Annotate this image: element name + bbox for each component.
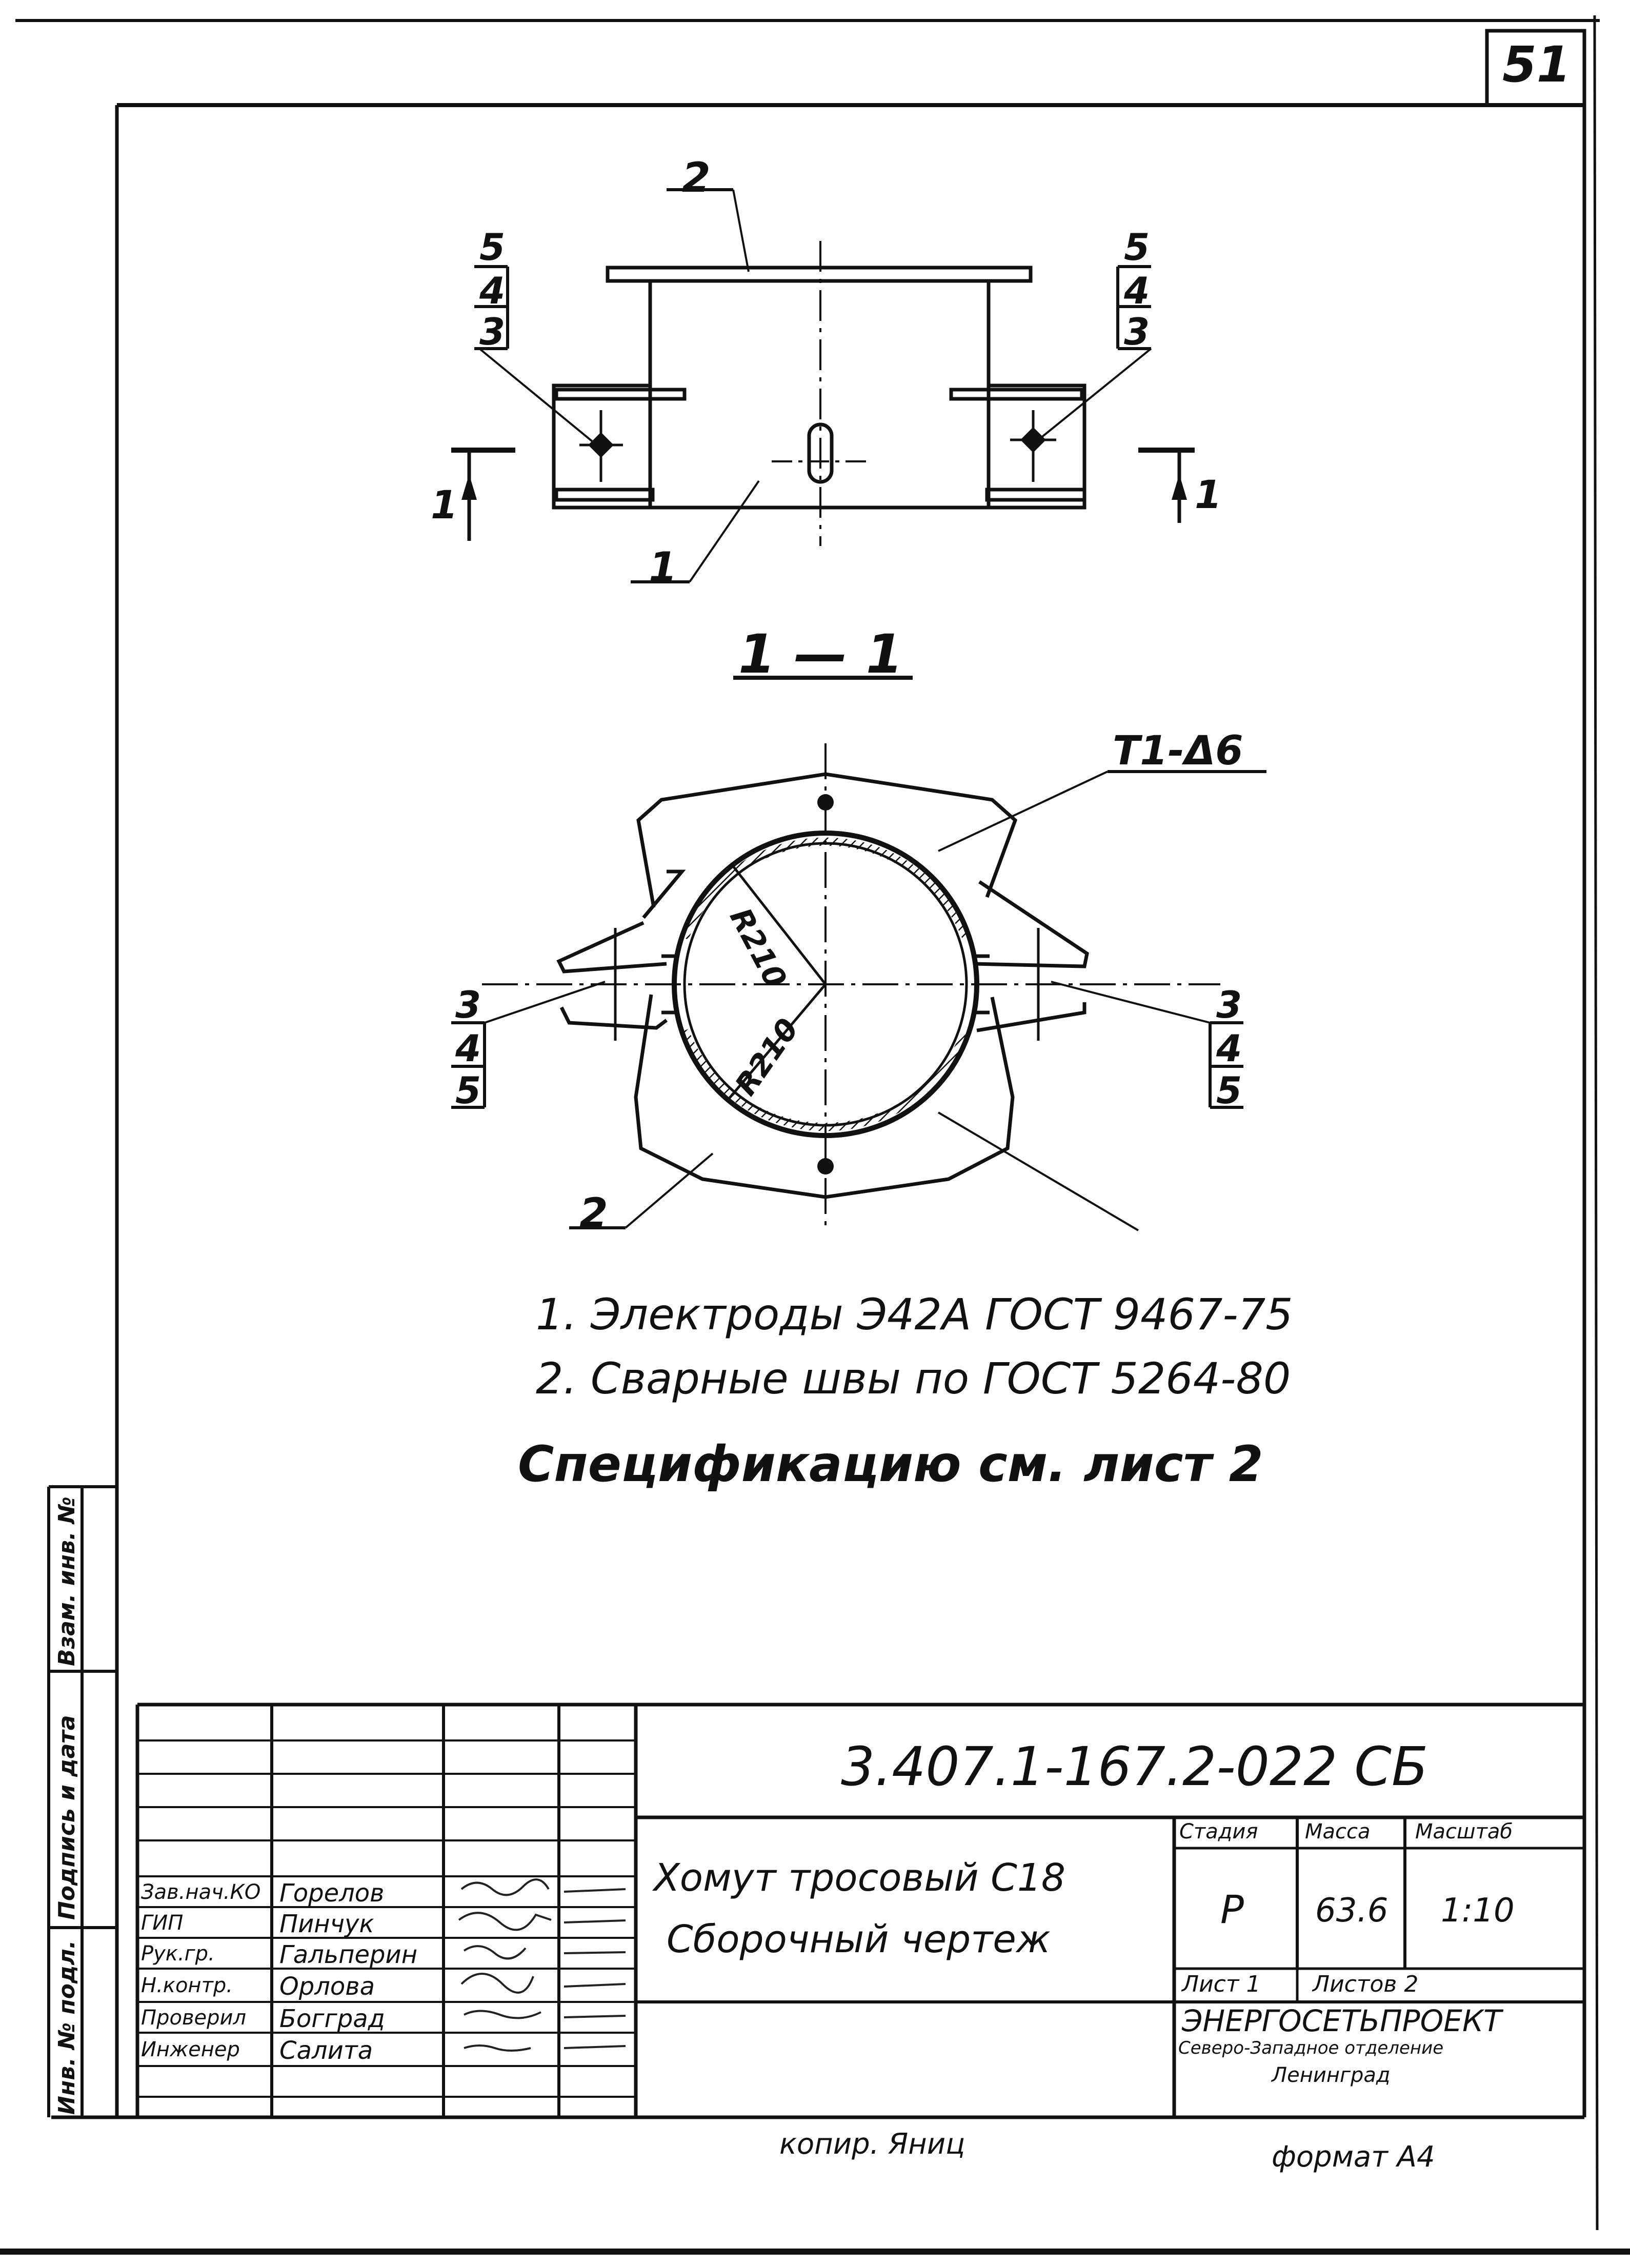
note-electrodes: 1. Электроды Э42А ГОСТ 9467-75 (536, 1289, 1293, 1340)
stamp-inv-podl: Инв. № подл. (54, 1940, 80, 2115)
title-line-2: Сборочный чертеж (667, 1917, 1051, 1961)
stack-right-mid: 4 (1124, 269, 1150, 312)
sign-role: Инженер (141, 2038, 240, 2061)
org-city: Ленинград (1272, 2063, 1391, 2087)
section-view (451, 743, 1266, 1230)
sheet-index: Лист 1 (1182, 1971, 1261, 1997)
format-label: формат А4 (1272, 2140, 1435, 2174)
drawing-frame (51, 31, 1584, 2117)
stack-left-bottom: 3 (479, 310, 506, 353)
stamp-sign-date: Подпись и дата (54, 1715, 80, 1920)
mass-header: Масса (1305, 1820, 1371, 1844)
sign-name: Салита (279, 2036, 373, 2065)
callout-2-top: 2 (682, 154, 711, 201)
callout-2-section: 2 (579, 1189, 608, 1237)
sheet-count: Листов 2 (1313, 1971, 1419, 1997)
sheet-number: 51 (1502, 36, 1571, 93)
radius-upper: R210 (722, 902, 794, 994)
bolt-head-top (817, 794, 834, 811)
stack-section-left-top: 3 (455, 983, 481, 1026)
section-arrow-left (461, 474, 477, 500)
title-line-1: Хомут тросовый С18 (654, 1856, 1066, 1900)
scale-header: Масштаб (1415, 1820, 1513, 1844)
note-welds: 2. Сварные швы по ГОСТ 5264-80 (536, 1353, 1291, 1404)
stamp-vzam-inv: Взам. инв. № (54, 1496, 80, 1666)
stack-right-bottom: 3 (1124, 310, 1150, 353)
document-code: 3.407.1-167.2-022 СБ (841, 1735, 1428, 1798)
sign-name: Орлова (279, 1972, 375, 2001)
section-mark-right: 1 (1195, 472, 1222, 517)
sign-role: Н.контр. (141, 1974, 233, 1997)
sign-role: Зав.нач.КО (141, 1880, 261, 1904)
scale-value: 1:10 (1441, 1892, 1515, 1930)
callout-1: 1 (649, 543, 677, 591)
sign-name: Гальперин (279, 1940, 418, 1969)
signature-scribbles (459, 1879, 626, 2051)
stack-section-right-bottom: 5 (1216, 1069, 1242, 1112)
stack-section-left-mid: 4 (455, 1027, 481, 1070)
bolt-head-bottom (817, 1158, 834, 1174)
section-arrow-right (1172, 474, 1187, 500)
weld-label: Т1-Δ6 (1113, 728, 1243, 774)
radius-lower: R210 (728, 1012, 806, 1102)
section-mark-left: 1 (431, 482, 458, 528)
top-view (451, 190, 1195, 582)
sign-name: Пинчук (279, 1910, 374, 1938)
spec-reference: Спецификацию см. лист 2 (518, 1435, 1263, 1493)
org-branch: Северо-Западное отделение (1178, 2038, 1444, 2058)
section-label: 1 — 1 (738, 623, 903, 685)
sign-name: Горелов (279, 1879, 385, 1908)
sign-role: Проверил (141, 2006, 247, 2030)
copied-by: копир. Яниц (779, 2128, 965, 2161)
stack-section-right-top: 3 (1216, 983, 1242, 1026)
sign-name: Богград (279, 2004, 385, 2033)
stack-right-top: 5 (1124, 226, 1150, 269)
stage-value: Р (1220, 1887, 1244, 1932)
sign-role: ГИП (141, 1911, 184, 1935)
stack-left-mid: 4 (479, 269, 506, 312)
org-name: ЭНЕРГОСЕТЬПРОЕКТ (1182, 2003, 1502, 2038)
stack-left-top: 5 (479, 226, 506, 269)
stack-section-right-mid: 4 (1216, 1027, 1242, 1070)
stage-header: Стадия (1179, 1820, 1258, 1844)
sign-role: Рук.гр. (141, 1942, 215, 1966)
mass-value: 63.6 (1315, 1892, 1388, 1930)
stack-section-left-bottom: 5 (455, 1069, 481, 1112)
